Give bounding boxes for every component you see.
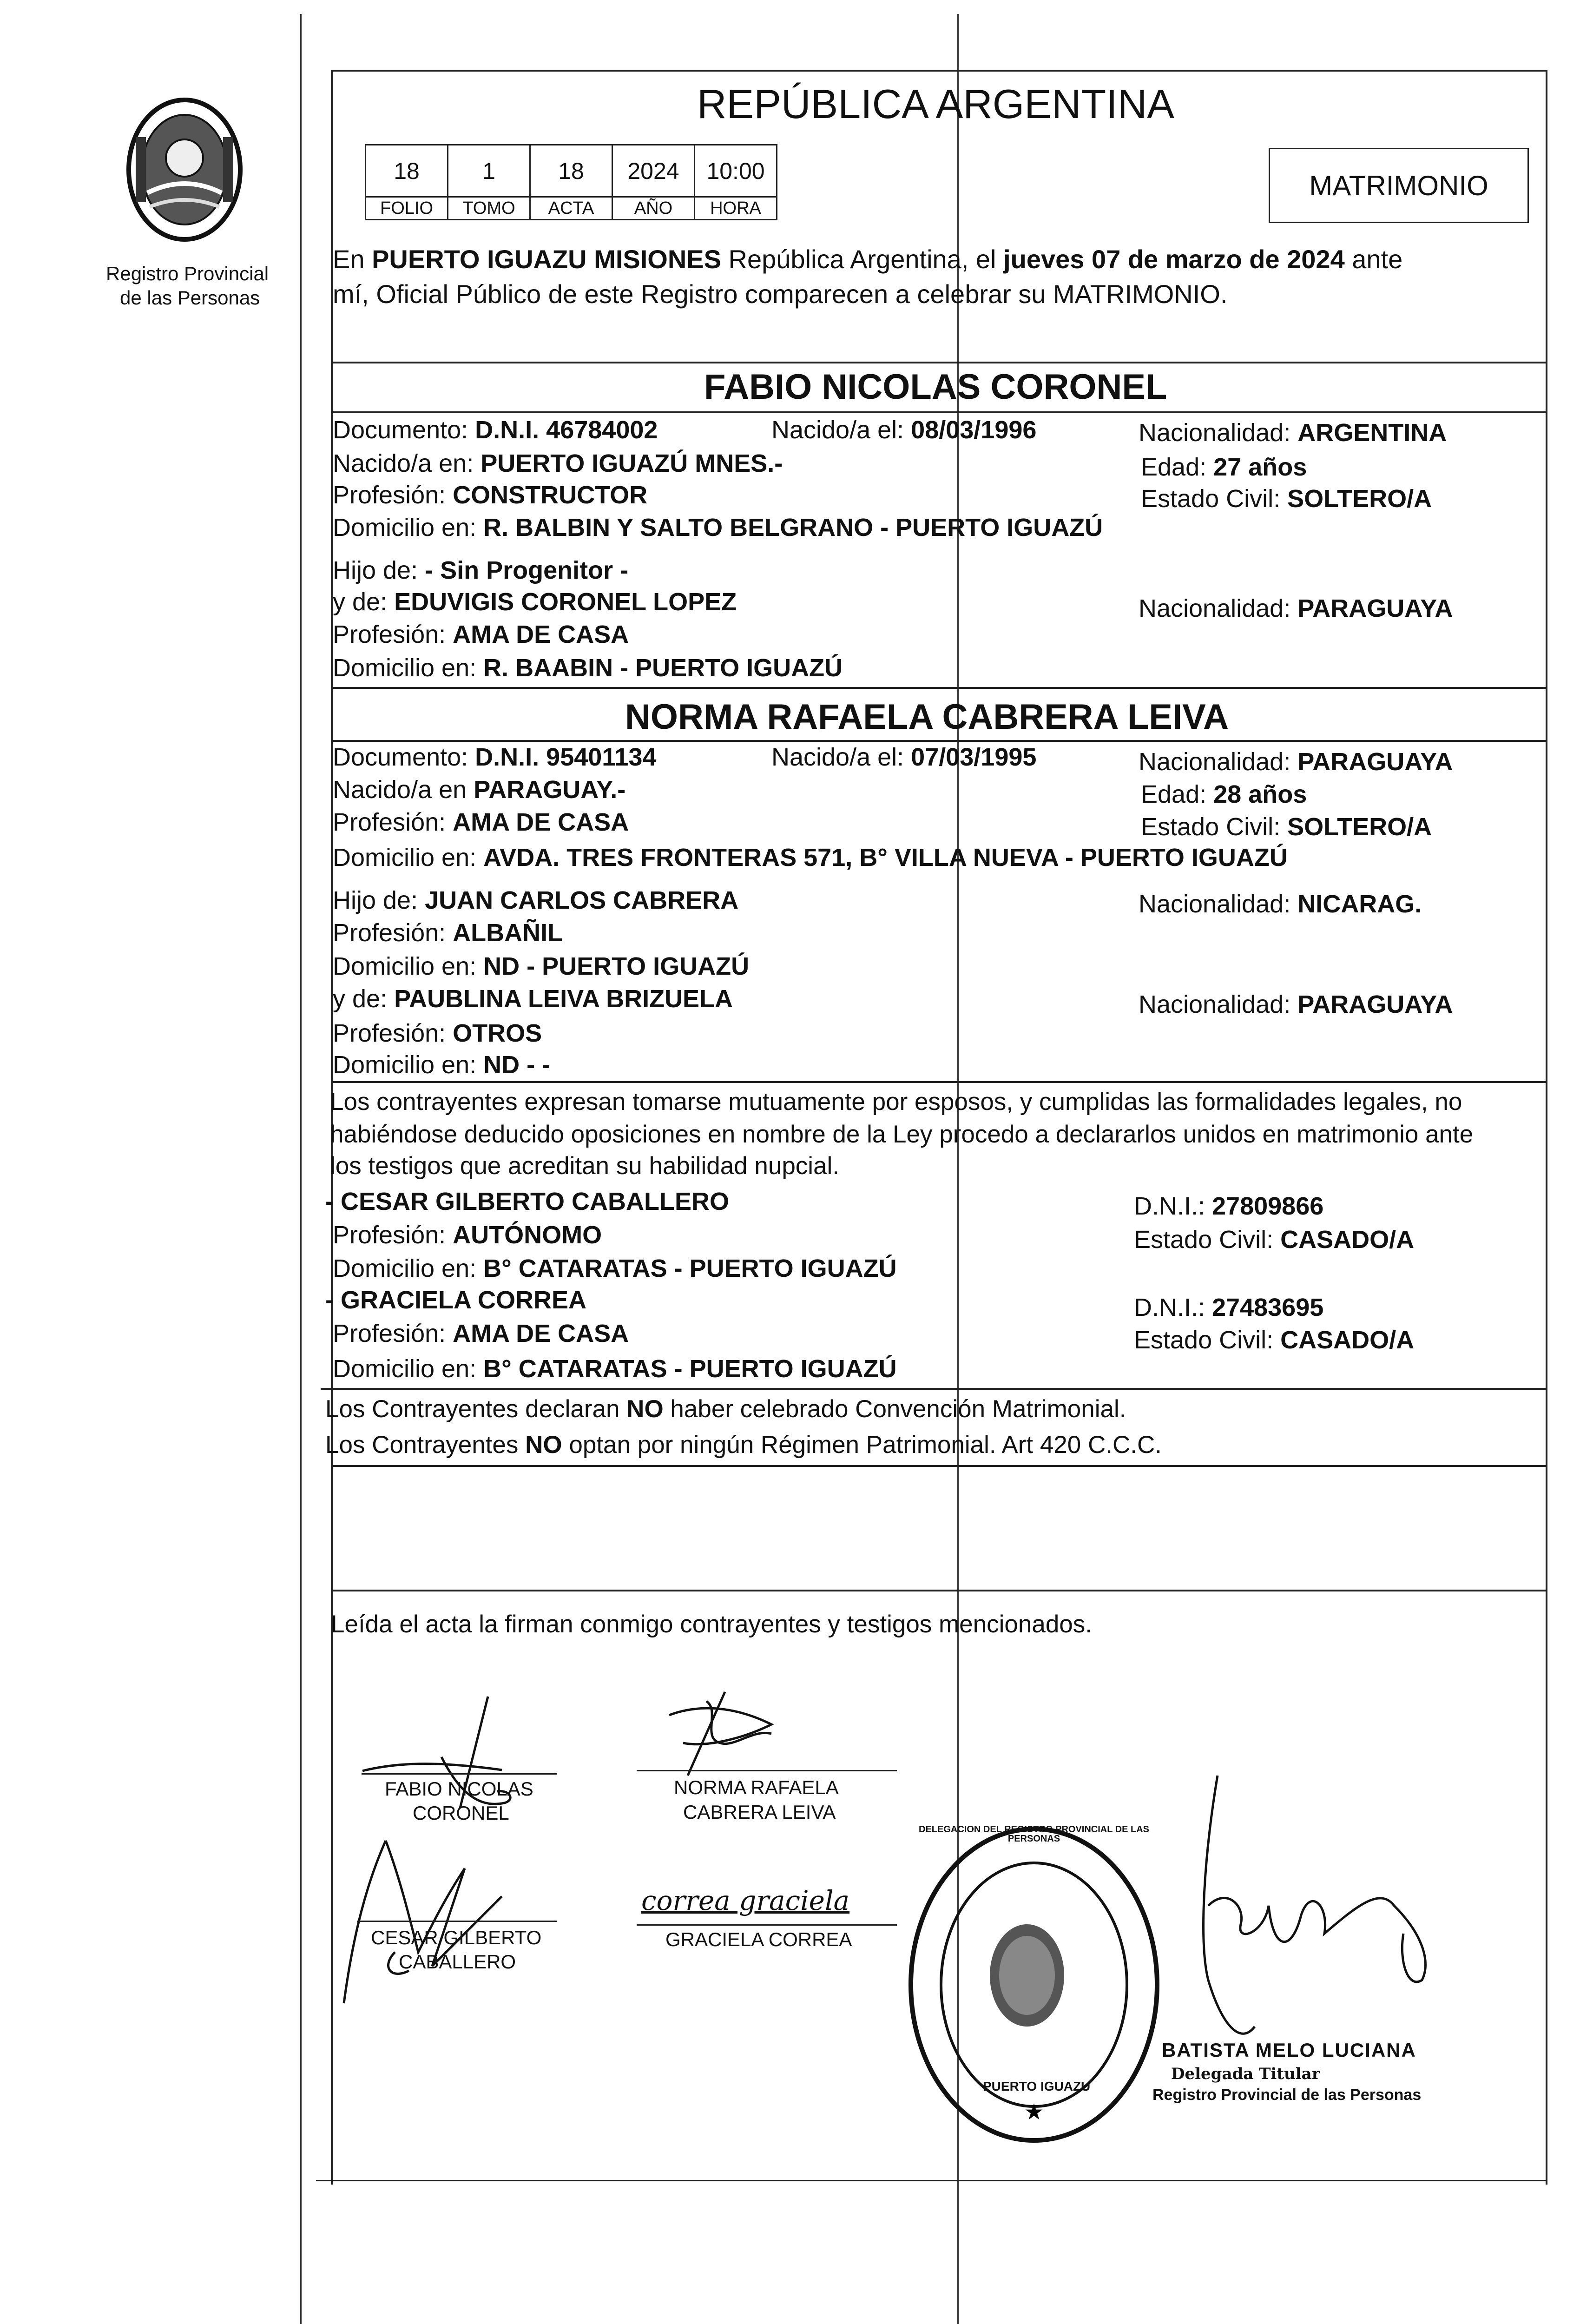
bride-mother-address: Domicilio en: ND - - (333, 1051, 551, 1079)
divider-notes-top (331, 1465, 1547, 1467)
bride-mother: y de: PAUBLINA LEIVA BRIZUELA (333, 985, 733, 1013)
witness2-name: - GRACIELA CORREA (325, 1286, 586, 1314)
divider-bride-top (331, 687, 1547, 689)
tomo-value: 1 (447, 144, 531, 198)
anio-label: AÑO (612, 196, 695, 220)
acta-label: ACTA (529, 196, 613, 220)
hora-value: 10:00 (694, 144, 777, 198)
divider-declaration-top (331, 1081, 1547, 1083)
groom-mother-profession: Profesión: AMA DE CASA (333, 621, 629, 648)
groom-birthdate: Nacido/a el: 08/03/1996 (771, 416, 1037, 444)
officer-signature (1162, 1766, 1459, 2064)
bride-mother-nationality: Nacionalidad: PARAGUAYA (1139, 990, 1453, 1018)
groom-nationality: Nacionalidad: ARGENTINA (1139, 419, 1447, 447)
intro-line2: mí, Oficial Público de este Registro comparecen a celebrar su MATRIMONIO. (333, 279, 1228, 309)
groom-address: Domicilio en: R. BALBIN Y SALTO BELGRANO - PUERTO IGUAZÚ (333, 514, 1103, 541)
stamp-center-text: PUERTO IGUAZU (983, 2079, 1091, 2093)
registry-name-line1: Registro Provincial (106, 263, 269, 284)
groom-father: Hijo de: - Sin Progenitor - (333, 556, 629, 584)
officer-role: Delegada Titular (1171, 2065, 1320, 2083)
country-title: REPÚBLICA ARGENTINA (697, 81, 1174, 127)
witness1-profession: Profesión: AUTÓNOMO (333, 1221, 602, 1249)
witness2-handwritten: correa graciela (641, 1885, 850, 1916)
bride-address: Domicilio en: AVDA. TRES FRONTERAS 571, B° VILLA NUEVA - PUERTO IGUAZÚ (333, 844, 1288, 872)
bride-nationality: Nacionalidad: PARAGUAYA (1139, 748, 1453, 776)
groom-mother-address: Domicilio en: R. BAABIN - PUERTO IGUAZÚ (333, 654, 843, 682)
witness1-dni: D.N.I.: 27809866 (1134, 1192, 1324, 1220)
divider-notes-bottom (331, 1590, 1547, 1591)
convention-line1: Los Contrayentes declaran NO haber celebrado Convención Matrimonial. (325, 1395, 1126, 1423)
registry-stamp (904, 1822, 1164, 2147)
groom-sign-label2: CORONEL (413, 1802, 509, 1824)
closing-statement: Leída el acta la firman conmigo contrayentes y testigos mencionados. (331, 1611, 1093, 1638)
bride-profession: Profesión: AMA DE CASA (333, 808, 629, 836)
folio-label: FOLIO (365, 196, 448, 220)
hora-label: HORA (694, 196, 777, 220)
groom-profession: Profesión: CONSTRUCTOR (333, 481, 648, 509)
witness2-sign-label1: GRACIELA CORREA (665, 1928, 852, 1950)
groom-mother-nationality: Nacionalidad: PARAGUAYA (1139, 594, 1453, 622)
witness2-civil-status: Estado Civil: CASADO/A (1134, 1326, 1415, 1354)
anio-value: 2024 (612, 144, 695, 198)
intro-line1: En PUERTO IGUAZU MISIONES República Argentina, el jueves 07 de marzo de 2024 ante (333, 244, 1403, 274)
bride-father: Hijo de: JUAN CARLOS CABRERA (333, 886, 739, 914)
bride-father-nationality: Nacionalidad: NICARAG. (1139, 890, 1422, 918)
groom-signature-line (362, 1773, 557, 1775)
witness2-profession: Profesión: AMA DE CASA (333, 1320, 629, 1347)
officer-name: BATISTA MELO LUCIANA (1162, 2039, 1416, 2061)
stamp-ring-text: DELEGACION DEL REGISTRO PROVINCIAL DE LAS PERSONAS (919, 1824, 1149, 1844)
divider-groom-name (331, 411, 1547, 413)
bride-father-profession: Profesión: ALBAÑIL (333, 919, 563, 947)
divider-groom-top (331, 362, 1547, 363)
declaration-line3: los testigos que acreditan su habilidad nupcial. (330, 1152, 840, 1180)
groom-document: Documento: D.N.I. 46784002 (333, 416, 658, 444)
act-type-box: MATRIMONIO (1269, 148, 1529, 223)
witness2-address: Domicilio en: B° CATARATAS - PUERTO IGUAZÚ (333, 1355, 897, 1383)
bride-birthplace: Nacido/a en PARAGUAY.- (333, 776, 626, 804)
groom-name: FABIO NICOLAS CORONEL (704, 367, 1167, 407)
svg-text:★: ★ (1024, 2099, 1044, 2125)
witness1-address: Domicilio en: B° CATARATAS - PUERTO IGUAZÚ (333, 1254, 897, 1282)
tomo-label: TOMO (447, 196, 531, 220)
bride-sign-label1: NORMA RAFAELA (674, 1776, 839, 1798)
bride-sign-label2: CABRERA LEIVA (683, 1801, 836, 1823)
bride-name: NORMA RAFAELA CABRERA LEIVA (625, 697, 1229, 737)
witness2-dni: D.N.I.: 27483695 (1134, 1294, 1324, 1321)
groom-civil-status: Estado Civil: SOLTERO/A (1141, 485, 1432, 513)
groom-age: Edad: 27 años (1141, 453, 1307, 481)
acta-value: 18 (529, 144, 613, 198)
convention-line2: Los Contrayentes NO optan por ningún Régimen Patrimonial. Art 420 C.C.C. (325, 1431, 1162, 1459)
bride-age: Edad: 28 años (1141, 780, 1307, 808)
witness1-signature (325, 1813, 542, 2013)
declaration-line1: Los contrayentes expresan tomarse mutuamente por esposos, y cumplidas las formalidades legales, no (330, 1088, 1462, 1116)
groom-birthplace: Nacido/a en: PUERTO IGUAZÚ MNES.- (333, 449, 783, 477)
witness1-sign-label2: CABALLERO (399, 1951, 516, 1973)
divider-bride-name (331, 740, 1547, 742)
declaration-line2: habiéndose deducido oposiciones en nombre de la Ley procedo a declararlos unidos en matrimonio ante (330, 1121, 1474, 1148)
bride-civil-status: Estado Civil: SOLTERO/A (1141, 813, 1432, 841)
province-logo (122, 95, 247, 244)
bride-signature-line (637, 1770, 897, 1771)
witness1-signature-line (357, 1921, 557, 1922)
bride-birthdate: Nacido/a el: 07/03/1995 (771, 743, 1037, 771)
groom-sign-label1: FABIO NICOLAS (385, 1778, 533, 1800)
registry-name-line2: de las Personas (120, 287, 260, 309)
witness1-name: - CESAR GILBERTO CABALLERO (325, 1188, 730, 1215)
folio-value: 18 (365, 144, 448, 198)
divider-convention-top (321, 1388, 1547, 1390)
form-bottom-rule (316, 2180, 1547, 2181)
bride-father-address: Domicilio en: ND - PUERTO IGUAZÚ (333, 952, 750, 980)
witness1-civil-status: Estado Civil: CASADO/A (1134, 1226, 1415, 1254)
bride-mother-profession: Profesión: OTROS (333, 1019, 542, 1047)
witness2-signature-line (637, 1924, 897, 1926)
bride-document: Documento: D.N.I. 95401134 (333, 743, 657, 771)
groom-mother: y de: EDUVIGIS CORONEL LOPEZ (333, 588, 737, 616)
officer-organization: Registro Provincial de las Personas (1152, 2086, 1422, 2104)
witness1-sign-label1: CESAR GILBERTO (371, 1927, 542, 1948)
left-fold-line (300, 14, 302, 2324)
